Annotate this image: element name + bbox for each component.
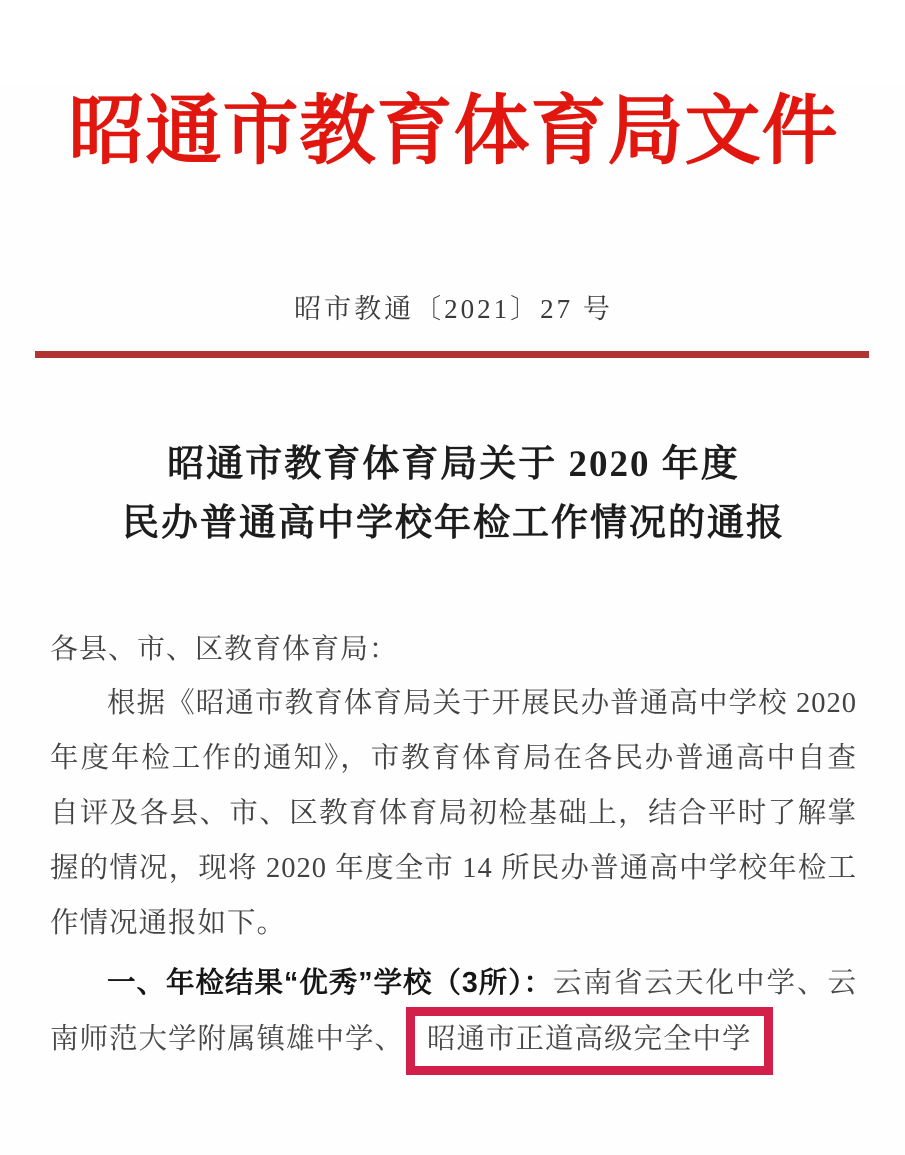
item-one-heading: 一、年检结果“优秀”学校（3所）：: [107, 967, 554, 1000]
document-title-line2: 民办普通高中学校年检工作情况的通报: [122, 502, 785, 544]
letterhead-title: 昭通市教育体育局文件: [68, 90, 839, 174]
highlighted-school-box: 昭通市正道高级完全中学: [406, 1007, 773, 1075]
document-title-line1: 昭通市教育体育局关于 2020 年度: [167, 444, 740, 486]
document-number: 昭市教通〔2021〕27 号: [294, 294, 613, 325]
salutation: 各县、市、区教育体育局：: [50, 634, 399, 666]
body-paragraph: 根据《昭通市教育体育局关于开展民办普通高中学校 2020 年度年检工作的通知》，市教育体育局在各民办普通高中自查自评及各县、市、区教育体育局初检基础上，结合平时了解掌握的情况，现将 2020 年度全市 14 所民办普通高中学校年检工作情况通报如下。: [50, 688, 857, 940]
red-divider-line: [35, 351, 869, 358]
document-page: [0, 84, 905, 1155]
document-title: [50, 436, 857, 553]
school-name-1: 云南省云天化中学、: [553, 968, 828, 1000]
item-one-paragraph: [50, 956, 857, 1067]
school-name-2: 云南师范大学附属镇雄中学、: [50, 968, 857, 1055]
